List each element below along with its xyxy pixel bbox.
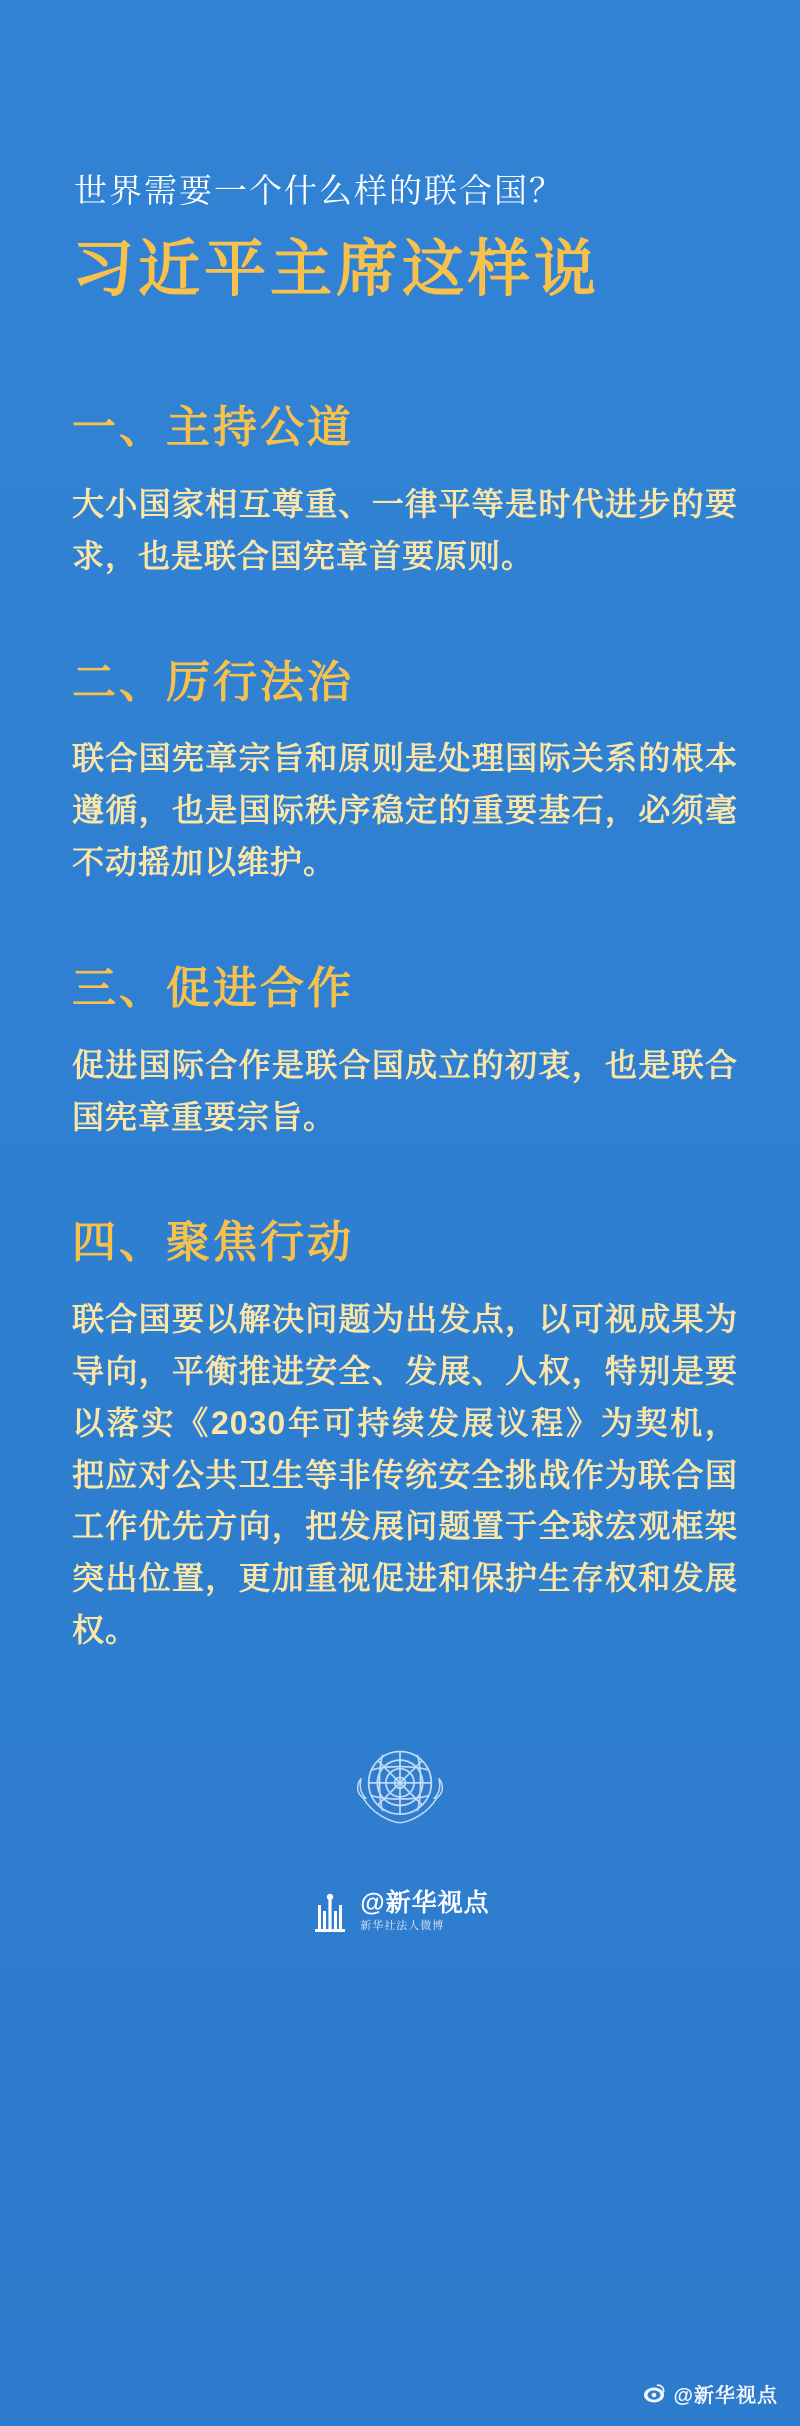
section-body: 促进国际合作是联合国成立的初衷，也是联合国宪章重要宗旨。 <box>72 1046 738 1135</box>
brand-text <box>360 1891 489 1932</box>
watermark-text: @新华视点 <box>673 2385 778 2407</box>
emblem-container <box>62 1731 738 1839</box>
weibo-icon <box>642 2382 666 2406</box>
section-item <box>62 963 738 1143</box>
poster-sections <box>62 402 738 1657</box>
section-body: 联合国要以解决问题为出发点，以可视成果为导向，平衡推进安全、发展、人权，特别是要以落实《2030年可持续发展议程》为契机，把应对公共卫生等非传统安全挑战作为联合国工作优先方向，把发展问题置于全球宏观框架突出位置，更加重视促进和保护生存权和发展权。 <box>72 1301 738 1649</box>
section-body: 大小国家相互尊重、一律平等是时代进步的要求，也是联合国宪章首要原则。 <box>72 485 738 574</box>
poster-header <box>62 0 738 306</box>
weibo-watermark <box>642 2379 778 2408</box>
section-body: 联合国宪章宗旨和原则是处理国际关系的根本遵循，也是国际秩序稳定的重要基石，必须毫不动摇加以维护。 <box>72 740 738 881</box>
section-title: 三、促进合作 <box>72 963 354 1013</box>
poster-kicker: 世界需要一个什么样的联合国？ <box>74 172 564 209</box>
section-item <box>62 657 738 889</box>
section-title: 二、厉行法治 <box>72 657 354 707</box>
xinhua-logo-icon <box>310 1891 350 1933</box>
brand-name: @新华视点 <box>360 1889 490 1918</box>
page-title: 习近平主席这样说 <box>72 235 601 304</box>
section-item <box>62 1217 738 1657</box>
section-title: 四、聚焦行动 <box>72 1218 354 1268</box>
section-title: 一、主持公道 <box>72 403 354 453</box>
section-item <box>62 402 738 582</box>
brand-subtitle: 新华社法人微博 <box>360 1920 445 1933</box>
brand-row <box>62 1891 738 1933</box>
united-nations-emblem-icon <box>346 1731 454 1839</box>
